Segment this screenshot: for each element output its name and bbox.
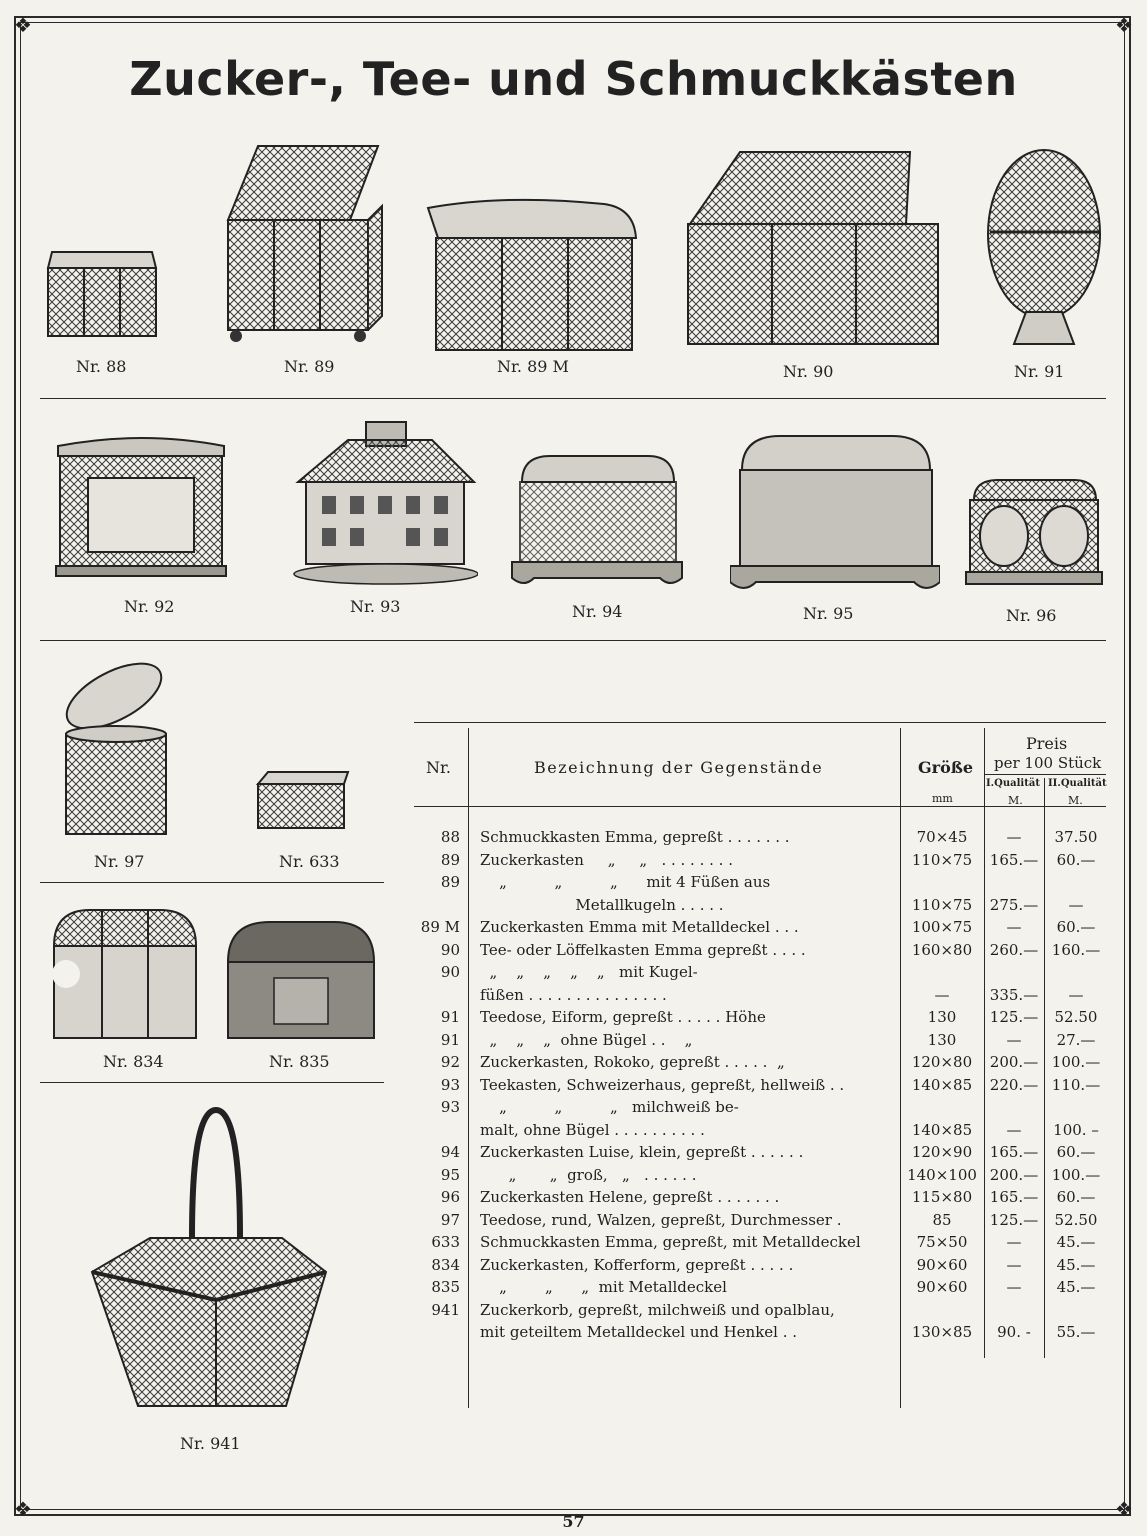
row-price-quality-2: 60.— xyxy=(1056,850,1096,869)
table-rule xyxy=(414,722,1106,723)
row-price-quality-1: 165.— xyxy=(989,850,1039,869)
row-description: „ „ „ ohne Bügel . . „ xyxy=(480,1030,693,1049)
row-price-quality-1: 90. - xyxy=(997,1323,1031,1341)
row-number: 92 xyxy=(440,1053,460,1071)
table-row xyxy=(414,918,1106,940)
row-number: 834 xyxy=(431,1255,460,1274)
row-size: 75×50 xyxy=(916,1233,968,1251)
row-number: 97 xyxy=(440,1210,460,1229)
row-price-quality-2: 55.— xyxy=(1056,1323,1096,1341)
row-number: 91 xyxy=(440,1008,460,1026)
corner-ornament-icon: ❖ xyxy=(1115,13,1133,37)
row-price-quality-1: 260.— xyxy=(989,940,1039,959)
row-price-quality-2: 60.— xyxy=(1056,918,1096,936)
row-size: 140×85 xyxy=(911,1075,973,1094)
separator xyxy=(40,640,1106,641)
product-image-92 xyxy=(54,432,228,578)
row-description: mit geteiltem Metalldeckel und Henkel . . xyxy=(480,1323,798,1341)
caption: Nr. 95 xyxy=(803,604,854,623)
table-row xyxy=(414,941,1106,963)
row-size: 100×75 xyxy=(911,918,973,936)
row-description: Zuckerkasten, Rokoko, gepreßt . . . . . „ xyxy=(480,1053,785,1071)
row-description: Metallkugeln . . . . . xyxy=(480,895,724,914)
row-number: 89 xyxy=(440,873,460,891)
separator xyxy=(40,1082,384,1083)
table-row xyxy=(414,1211,1106,1233)
row-number: 93 xyxy=(440,1098,460,1116)
row-size: 130 xyxy=(927,1030,957,1049)
row-number: 91 xyxy=(440,1030,460,1049)
table-row xyxy=(414,1188,1106,1210)
table-row xyxy=(414,1166,1106,1188)
row-description: Teedose, rund, Walzen, gepreßt, Durchmesser . xyxy=(480,1210,842,1229)
table-rule xyxy=(414,806,1106,807)
table-row xyxy=(414,1076,1106,1098)
row-size: 120×90 xyxy=(911,1143,973,1161)
row-price-quality-2: 60.— xyxy=(1056,1188,1096,1206)
row-price-quality-2: 52.50 xyxy=(1054,1008,1098,1026)
table-row xyxy=(414,986,1106,1008)
row-price-quality-1: — xyxy=(1006,918,1022,936)
header-size: Größe xyxy=(918,758,974,777)
table-row xyxy=(414,963,1106,985)
row-size: 85 xyxy=(932,1210,952,1229)
row-price-quality-2: 45.— xyxy=(1056,1278,1096,1296)
caption: Nr. 834 xyxy=(103,1052,164,1071)
corner-ornament-icon: ❖ xyxy=(14,13,32,37)
product-image-97 xyxy=(56,652,172,842)
table-row xyxy=(414,1278,1106,1300)
row-price-quality-1: 165.— xyxy=(989,1143,1039,1161)
table-row xyxy=(414,1008,1106,1030)
row-description: Zuckerkasten Emma mit Metalldeckel . . . xyxy=(480,918,799,936)
caption: Nr. 97 xyxy=(94,852,145,871)
row-price-quality-1: — xyxy=(1006,1233,1022,1251)
product-image-89m xyxy=(424,198,644,354)
row-size: 90×60 xyxy=(916,1278,968,1296)
table-row xyxy=(414,896,1106,918)
row-number: 835 xyxy=(431,1278,460,1296)
table-row xyxy=(414,828,1106,850)
row-size: 110×75 xyxy=(911,895,973,914)
row-price-quality-1: — xyxy=(1006,1120,1022,1139)
row-description: malt, ohne Bügel . . . . . . . . . . xyxy=(480,1120,705,1139)
caption: Nr. 96 xyxy=(1006,606,1057,625)
row-number: 941 xyxy=(431,1300,460,1319)
row-size: 90×60 xyxy=(916,1255,968,1274)
row-price-quality-2: 110.— xyxy=(1051,1075,1101,1094)
corner-ornament-icon: ❖ xyxy=(1115,1497,1133,1521)
header-currency-2: M. xyxy=(1068,794,1083,807)
row-number: 93 xyxy=(440,1075,460,1094)
caption: Nr. 91 xyxy=(1014,362,1065,381)
row-number: 90 xyxy=(440,963,460,981)
row-price-quality-2: 60.— xyxy=(1056,1143,1096,1161)
row-price-quality-1: — xyxy=(1006,1255,1022,1274)
table-row xyxy=(414,1053,1106,1075)
table-row xyxy=(414,851,1106,873)
row-size: 140×100 xyxy=(907,1165,977,1184)
table-row xyxy=(414,1256,1106,1278)
caption: Nr. 93 xyxy=(350,597,401,616)
caption: Nr. 941 xyxy=(180,1434,241,1453)
row-description: „ „ „ „ „ mit Kugel- xyxy=(480,963,698,981)
row-price-quality-1: 200.— xyxy=(989,1053,1039,1071)
row-price-quality-2: 45.— xyxy=(1056,1255,1096,1274)
product-image-88 xyxy=(44,246,160,340)
header-quality-1: I.Qualität xyxy=(986,778,1040,789)
header-currency-1: M. xyxy=(1008,794,1023,807)
row-price-quality-2: 100.— xyxy=(1051,1053,1101,1071)
row-price-quality-2: 27.— xyxy=(1056,1030,1096,1049)
page-title: Zucker-, Tee- und Schmuckkästen xyxy=(129,52,1018,106)
row-price-quality-1: 125.— xyxy=(989,1210,1039,1229)
header-quality-2: II.Qualität xyxy=(1048,778,1107,789)
row-description: Zuckerkorb, gepreßt, milchweiß und opalblau, xyxy=(480,1300,835,1319)
caption: Nr. 89 M xyxy=(497,357,569,376)
row-number: 95 xyxy=(440,1165,460,1184)
header-nr: Nr. xyxy=(426,758,451,777)
row-number: 89 xyxy=(440,850,460,869)
row-description: Zuckerkasten Luise, klein, gepreßt . . . . . . xyxy=(480,1143,804,1161)
table-row xyxy=(414,1098,1106,1120)
caption: Nr. 835 xyxy=(269,1052,330,1071)
product-image-90 xyxy=(680,144,950,350)
row-price-quality-2: — xyxy=(1068,985,1084,1004)
product-image-941 xyxy=(86,1104,336,1424)
row-description: Zuckerkasten Helene, gepreßt . . . . . . . xyxy=(480,1188,780,1206)
row-price-quality-1: 335.— xyxy=(989,985,1039,1004)
table-row xyxy=(414,1233,1106,1255)
product-image-835 xyxy=(224,918,378,1042)
row-description: „ „ „ mit 4 Füßen aus xyxy=(480,873,771,891)
row-price-quality-2: 45.— xyxy=(1056,1233,1096,1251)
page-number: 57 xyxy=(562,1512,585,1531)
row-description: Zuckerkasten, Kofferform, gepreßt . . . . . xyxy=(480,1255,794,1274)
product-image-633 xyxy=(254,768,352,832)
row-number: 89 M xyxy=(420,918,460,936)
row-size: 120×80 xyxy=(911,1053,973,1071)
product-image-95 xyxy=(730,432,940,600)
row-number: 633 xyxy=(431,1233,460,1251)
row-size: 115×80 xyxy=(911,1188,973,1206)
table-row xyxy=(414,873,1106,895)
row-size: 130 xyxy=(927,1008,957,1026)
header-size-unit: mm xyxy=(932,792,953,805)
row-price-quality-2: 100.— xyxy=(1051,1165,1101,1184)
row-description: Zuckerkasten „ „ . . . . . . . . xyxy=(480,850,733,869)
table-row xyxy=(414,1143,1106,1165)
caption: Nr. 94 xyxy=(572,602,623,621)
row-size: — xyxy=(934,985,950,1004)
product-image-93 xyxy=(292,418,478,586)
product-image-94 xyxy=(510,452,684,594)
row-size: 70×45 xyxy=(916,828,968,846)
product-image-91 xyxy=(984,148,1108,352)
row-price-quality-2: — xyxy=(1068,895,1084,914)
header-price: Preis xyxy=(1026,734,1068,753)
row-number: 94 xyxy=(440,1143,460,1161)
row-description: Schmuckkasten Emma, gepreßt, mit Metalldeckel xyxy=(480,1233,861,1251)
row-size: 140×85 xyxy=(911,1120,973,1139)
row-price-quality-2: 100. – xyxy=(1053,1120,1099,1139)
row-price-quality-1: 200.— xyxy=(989,1165,1039,1184)
row-size: 110×75 xyxy=(911,850,973,869)
row-price-quality-1: — xyxy=(1006,1030,1022,1049)
row-description: Teedose, Eiform, gepreßt . . . . . Höhe xyxy=(480,1008,766,1026)
row-description: Schmuckkasten Emma, gepreßt . . . . . . . xyxy=(480,828,790,846)
row-description: „ „ „ mit Metalldeckel xyxy=(480,1278,727,1296)
row-price-quality-2: 37.50 xyxy=(1054,828,1098,846)
table-row xyxy=(414,1323,1106,1345)
table-rule xyxy=(984,774,1106,775)
header-per-100: per 100 Stück xyxy=(994,754,1102,772)
corner-ornament-icon: ❖ xyxy=(14,1497,32,1521)
row-size: 160×80 xyxy=(911,940,973,959)
row-price-quality-1: — xyxy=(1006,828,1022,846)
table-row xyxy=(414,1031,1106,1053)
separator xyxy=(40,398,1106,399)
header-description: Bezeichnung der Gegenstände xyxy=(534,758,824,777)
table-row xyxy=(414,1121,1106,1143)
row-description: Teekasten, Schweizerhaus, gepreßt, hellweiß . . xyxy=(480,1075,845,1094)
product-image-96 xyxy=(964,476,1104,588)
product-image-834 xyxy=(50,906,200,1042)
table-row xyxy=(414,1301,1106,1323)
price-table xyxy=(414,718,1106,1408)
row-price-quality-1: — xyxy=(1006,1278,1022,1296)
row-price-quality-1: 275.— xyxy=(989,895,1039,914)
row-number: 90 xyxy=(440,940,460,959)
row-description: „ „ groß, „ . . . . . . xyxy=(480,1165,697,1184)
row-description: Tee- oder Löffelkasten Emma gepreßt . . . . xyxy=(480,940,806,959)
row-description: „ „ „ milchweiß be- xyxy=(480,1098,739,1116)
caption: Nr. 633 xyxy=(279,852,340,871)
separator xyxy=(40,882,384,883)
caption: Nr. 88 xyxy=(76,357,127,376)
row-number: 88 xyxy=(440,828,460,846)
caption: Nr. 89 xyxy=(284,357,335,376)
row-price-quality-2: 52.50 xyxy=(1054,1210,1098,1229)
caption: Nr. 90 xyxy=(783,362,834,381)
product-image-89 xyxy=(218,140,384,344)
row-size: 130×85 xyxy=(911,1323,973,1341)
row-number: 96 xyxy=(440,1188,460,1206)
row-price-quality-1: 220.— xyxy=(989,1075,1039,1094)
caption: Nr. 92 xyxy=(124,597,175,616)
row-description: füßen . . . . . . . . . . . . . . . xyxy=(480,985,667,1004)
row-price-quality-2: 160.— xyxy=(1051,940,1101,959)
row-price-quality-1: 125.— xyxy=(989,1008,1039,1026)
row-price-quality-1: 165.— xyxy=(989,1188,1039,1206)
